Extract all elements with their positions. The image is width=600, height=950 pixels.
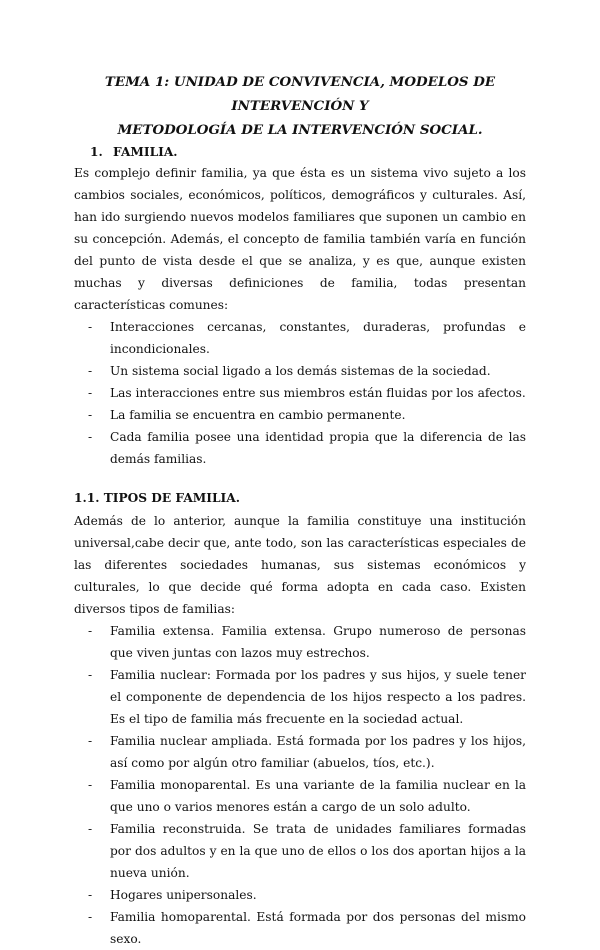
section-1-1-heading: 1.1. TIPOS DE FAMILIA. (74, 491, 240, 505)
dash-marker: - (88, 734, 93, 748)
list-item: - Familia monoparental. Es una variante de la familia nuclear en la que uno o varios menores están a cargo de un solo adulto. (74, 774, 526, 818)
list-item: - Hogares unipersonales. (74, 884, 526, 906)
section-1-paragraph: Es complejo definir familia, ya que ésta es un sistema vivo sujeto a los cambios sociales, económicos, políticos, demográficos y culturales. Así, han ido surgiendo nuevos modelos familiares que suponen un cambio en su concepción. Además, el concepto de familia también varía en función del punto de vista desde el que se analiza, y es que, aunque existen muchas y diversas definiciones de familia, todas presentan características comunes: (74, 166, 526, 312)
dash-marker: - (88, 888, 93, 902)
title-line-1: TEMA 1: UNIDAD DE CONVIVENCIA, MODELOS DE INTERVENCIÓN Y (104, 74, 496, 114)
dash-marker: - (88, 822, 93, 836)
section-1-number: 1. (90, 145, 103, 159)
section-1-heading (74, 142, 526, 162)
dash-marker: - (88, 408, 93, 422)
dash-marker: - (88, 910, 93, 924)
list-item: - Familia nuclear: Formada por los padres y sus hijos, y suele tener el componente de dependencia de los hijos respecto a los padres. Es el tipo de familia más frecuente en la sociedad actual. (74, 664, 526, 730)
dash-marker: - (88, 386, 93, 400)
title-line-2: METODOLOGÍA DE LA INTERVENCIÓN SOCIAL. (117, 122, 483, 138)
section-1-1-paragraph: Además de lo anterior, aunque la familia constituye una institución universal,cabe decir que, ante todo, son las características especiales de las diferentes sociedades humanas, sus sistemas económicos y culturales, lo que decide qué forma adopta en cada caso. Existen diversos tipos de familias: (74, 514, 526, 616)
list-item: - Las interacciones entre sus miembros están fluidas por los afectos. (74, 382, 526, 404)
section-1-list (74, 316, 526, 470)
dash-marker: - (88, 668, 93, 682)
list-item: - Familia homoparental. Está formada por dos personas del mismo sexo. (74, 906, 526, 950)
list-item: - Un sistema social ligado a los demás sistemas de la sociedad. (74, 360, 526, 382)
list-item: - Familia extensa. Familia extensa. Grupo numeroso de personas que viven juntas con lazos muy estrechos. (74, 620, 526, 664)
list-item: - Familia nuclear ampliada. Está formada por los padres y los hijos, así como por algún otro familiar (abuelos, tíos, etc.). (74, 730, 526, 774)
dash-marker: - (88, 364, 93, 378)
dash-marker: - (88, 320, 93, 334)
list-item: - Cada familia posee una identidad propia que la diferencia de las demás familias. (74, 426, 526, 470)
list-item: - Familia reconstruida. Se trata de unidades familiares formadas por dos adultos y en la que uno de ellos o los dos aportan hijos a la nueva unión. (74, 818, 526, 884)
section-1-title: FAMILIA. (113, 145, 178, 159)
dash-marker: - (88, 430, 93, 444)
list-item: - La familia se encuentra en cambio permanente. (74, 404, 526, 426)
section-1-1-list (74, 620, 526, 950)
dash-marker: - (88, 778, 93, 792)
document-title (74, 0, 526, 142)
dash-marker: - (88, 624, 93, 638)
list-item: - Interacciones cercanas, constantes, duraderas, profundas e incondicionales. (74, 316, 526, 360)
